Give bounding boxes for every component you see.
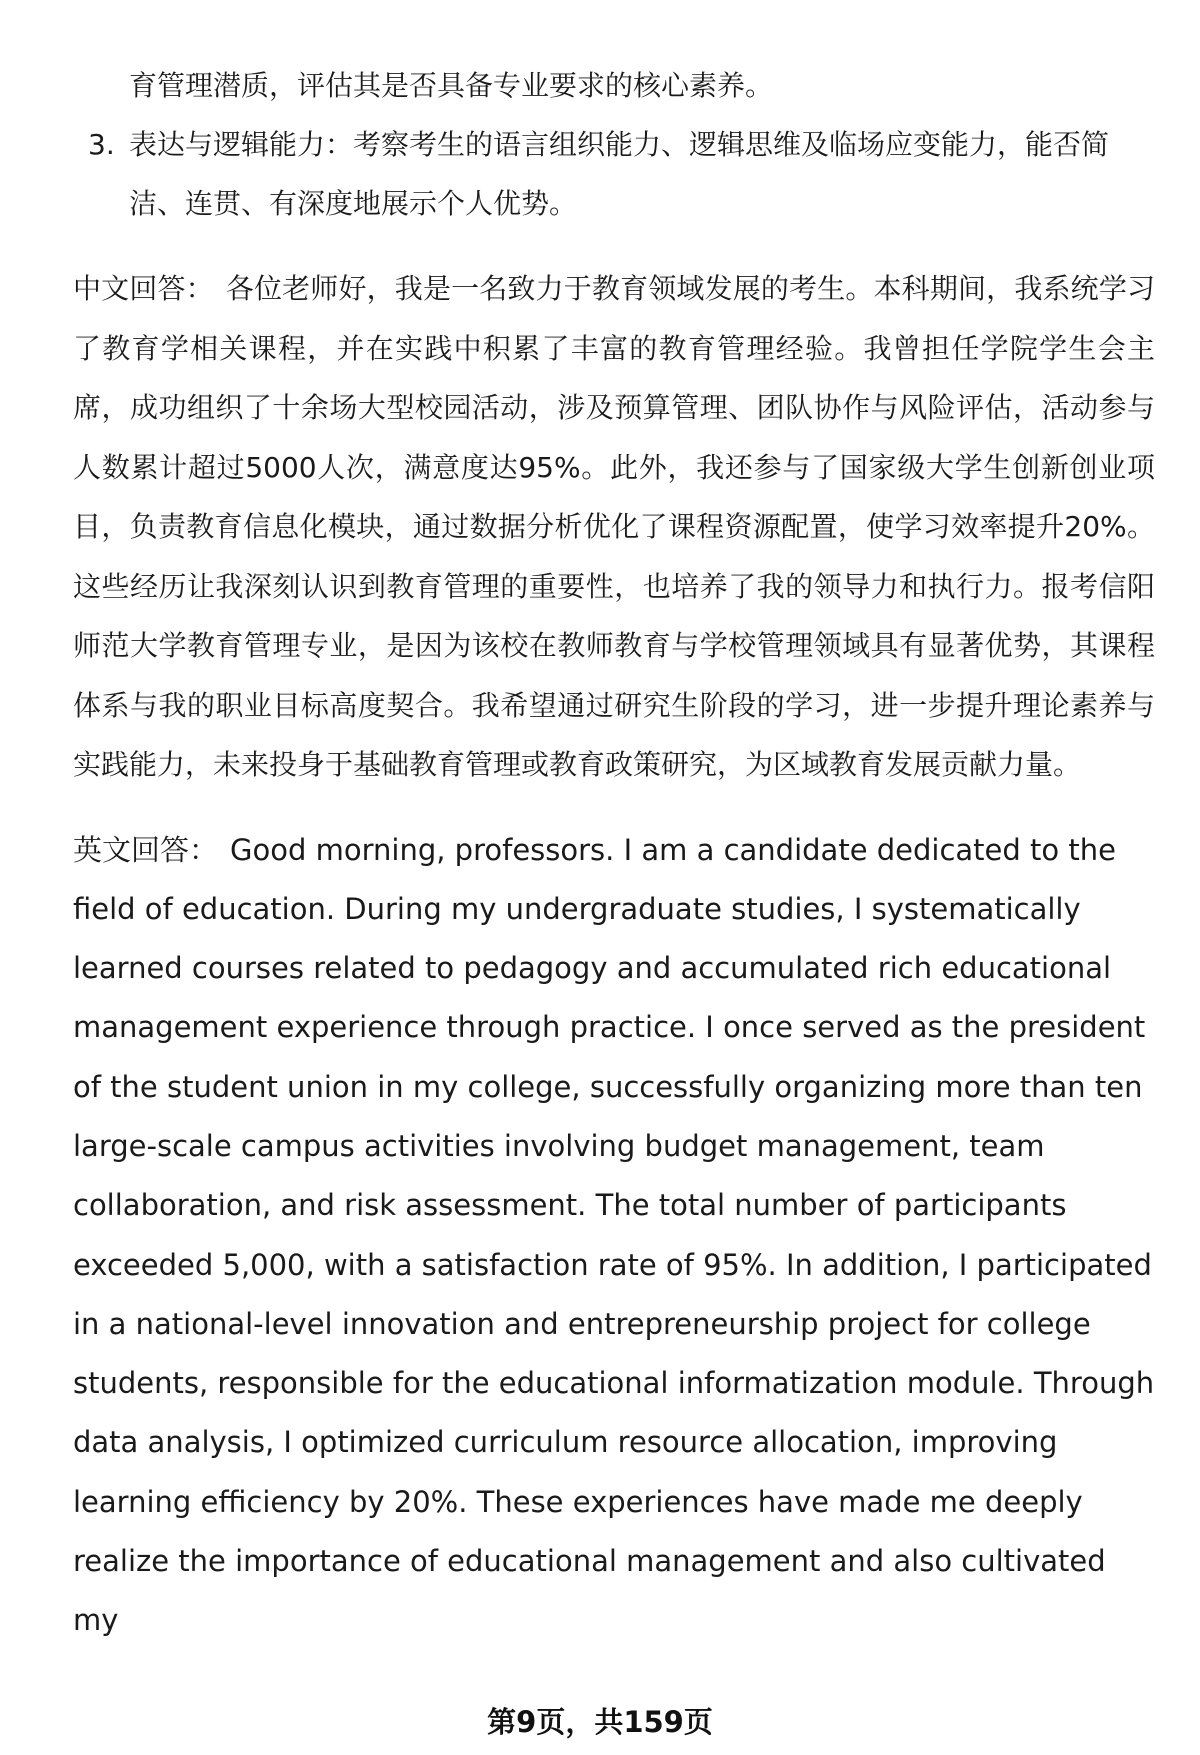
list-number: 3. xyxy=(88,128,115,161)
intro-continuation: 育管理潜质，评估其是否具备专业要求的核心素养。 xyxy=(129,69,774,102)
english-answer-text: Good morning, professors. I am a candidate dedicated to the field of education. During my undergraduate studies, I systematically learned courses related to pedagogy and accumulated rich educational management experience through practice. I once served as the president of the student union in my college, successfully organizing more than ten large-scale campus activities involving budget management, team collaboration, and risk assessment. The total number of participants exceeded 5,000, with a satisfaction rate of 95%. In addition, I participated in a national-level innovation and entrepreneurship project for college students, responsible for the educational informatization module. Through data analysis, I optimized curriculum resource allocation, improving learning efficiency by 20%. These experiences have made me deeply realize the importance of educational management and also cultivated my xyxy=(73,832,1155,1638)
list-item-3 xyxy=(73,115,1155,233)
english-answer-label: 英文回答： xyxy=(73,832,219,867)
page-number: 第9页，共159页 xyxy=(487,1705,713,1739)
chinese-answer-text: 各位老师好，我是一名致力于教育领域发展的考生。本科期间，我系统学习了教育学相关课程，并在实践中积累了丰富的教育管理经验。我曾担任学院学生会主席，成功组织了十余场大型校园活动，涉及预算管理、团队协作与风险评估，活动参与人数累计超过5000人次，满意度达95%。此外，我还参与了国家级大学生创新创业项目，负责教育信息化模块，通过数据分析优化了课程资源配置，使学习效率提升20%。这些经历让我深刻认识到教育管理的重要性，也培养了我的领导力和执行力。报考信阳师范大学教育管理专业，是因为该校在教师教育与学校管理领域具有显著优势，其课程体系与我的职业目标高度契合。我希望通过研究生阶段的学习，进一步提升理论素养与实践能力，未来投身于基础教育管理或教育政策研究，为区域教育发展贡献力量。 xyxy=(73,272,1155,781)
chinese-answer-paragraph xyxy=(73,259,1155,795)
list-item-text: 表达与逻辑能力：考察考生的语言组织能力、逻辑思维及临场应变能力，能否简洁、连贯、有深度地展示个人优势。 xyxy=(129,128,1110,220)
chinese-answer-label: 中文回答： xyxy=(73,272,214,305)
english-answer-paragraph xyxy=(73,821,1155,1651)
page-footer xyxy=(0,1700,1200,1741)
